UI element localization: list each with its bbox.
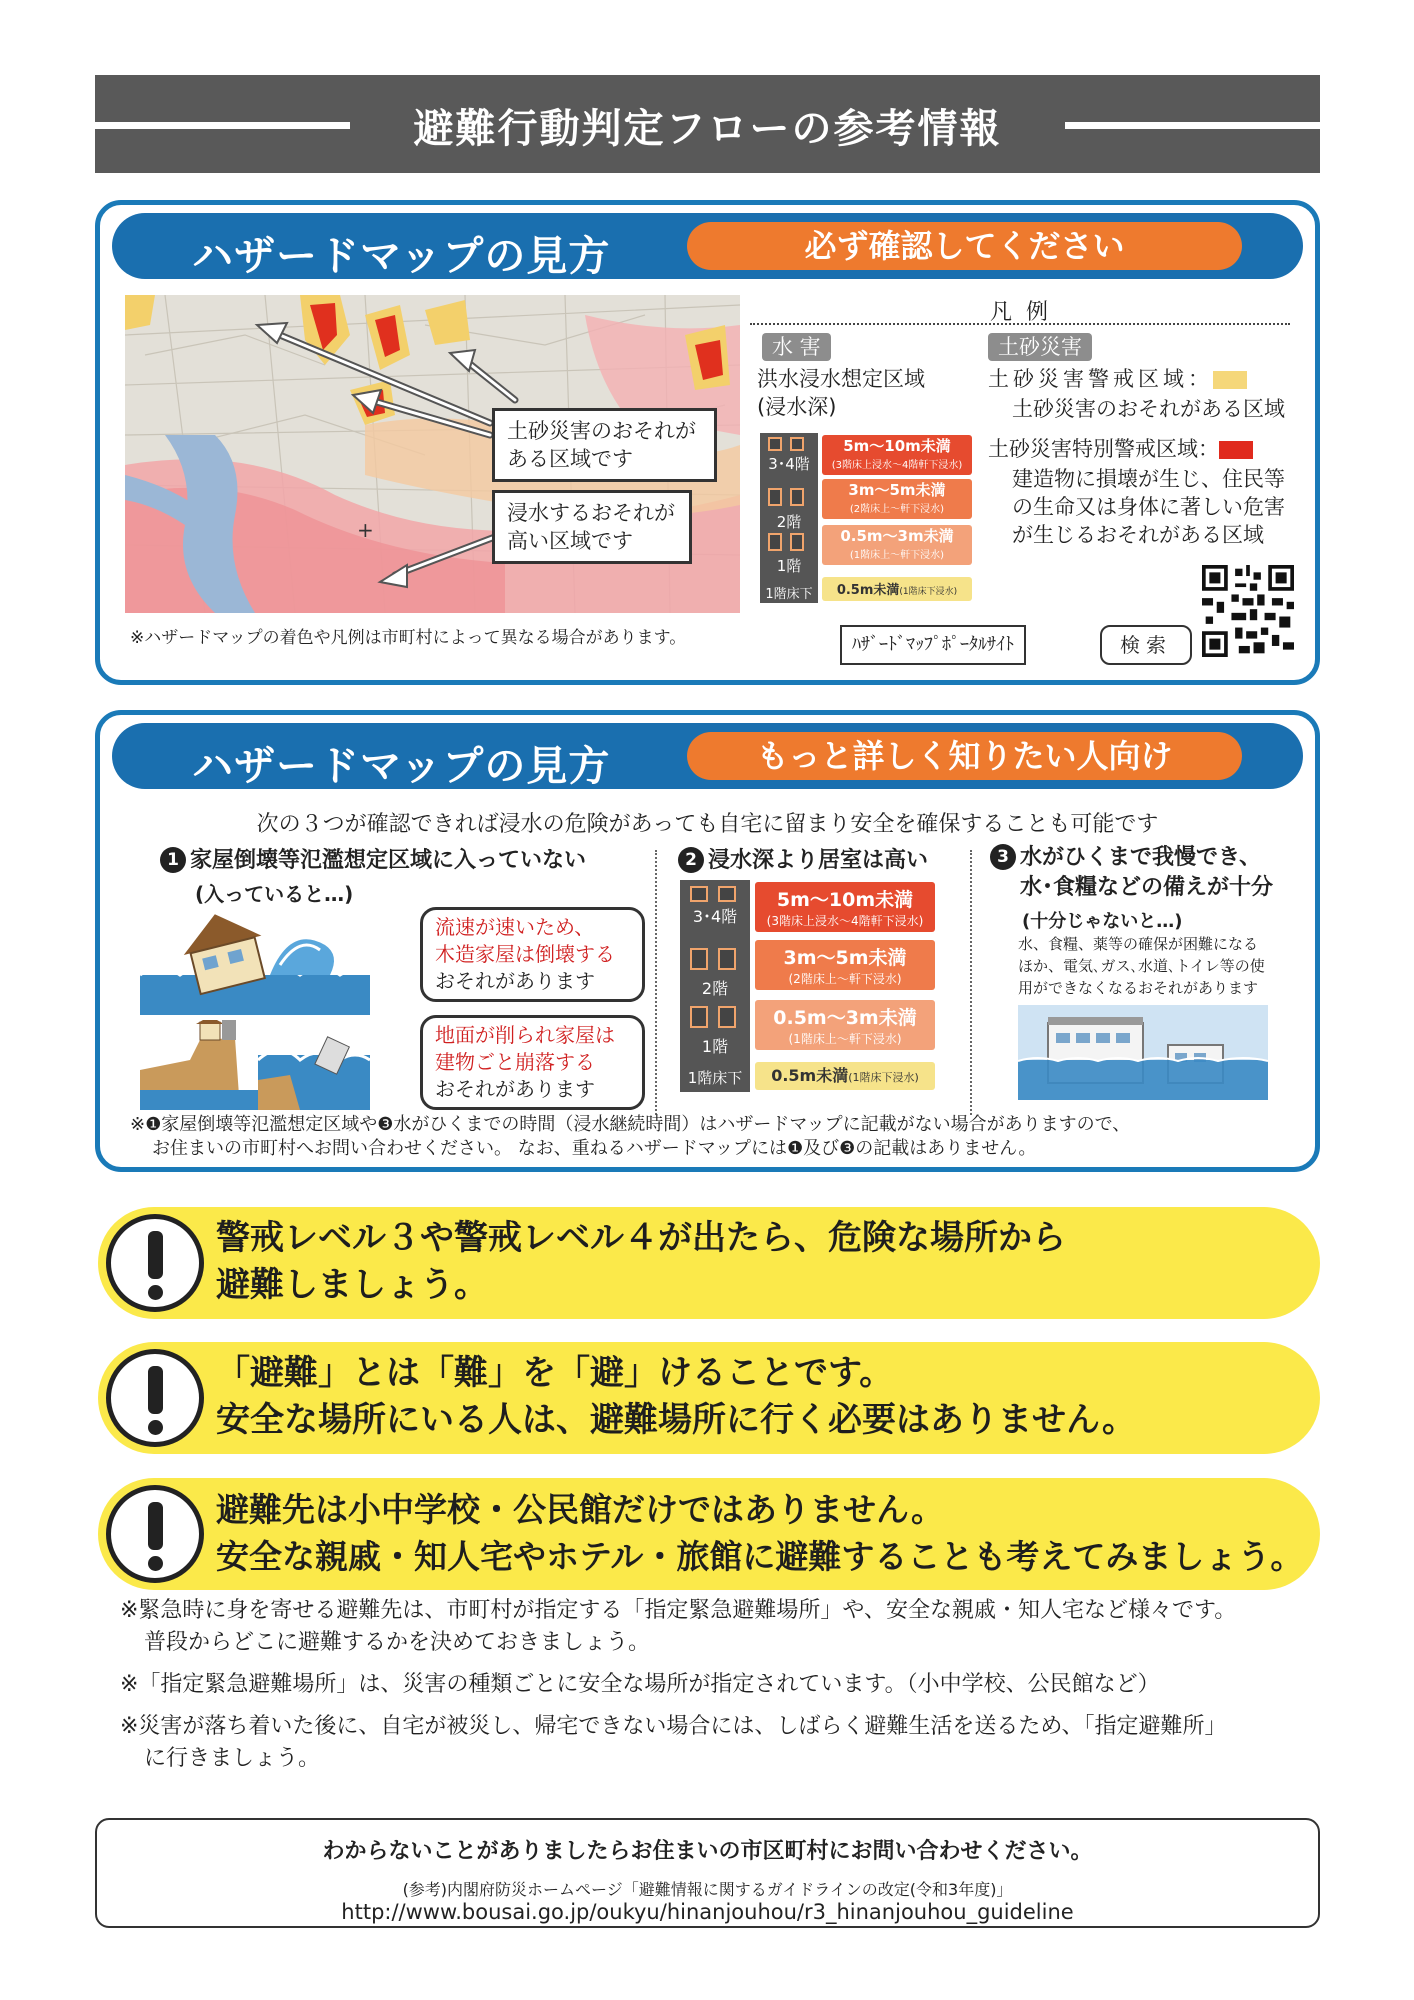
landslide-warning-desc: 土砂災害のおそれがある区域	[1012, 397, 1285, 421]
floor-label: 2階	[776, 513, 802, 531]
water-damage-tag: 水 害	[762, 333, 831, 361]
depth-level-3-5m	[755, 940, 935, 990]
note-line: ※❶家屋倒壊等氾濫想定区域や❸水がひくまでの時間（浸水継続時間）はハザードマップに記載がない場合がありますので、	[130, 1114, 1131, 1135]
panel-title: ハザードマップの見方	[192, 232, 611, 280]
footnote-line: ※「指定緊急避難場所」は、災害の種類ごとに安全な場所が指定されています。（小中学校、公民館など）	[120, 1672, 1160, 1697]
landslide-warning-label: 土砂災害警戒区域：	[988, 367, 1213, 391]
reference-note: (参考)内閣府防災ホームページ「避難情報に関するガイドラインの改定(令和3年度)」	[402, 1880, 1013, 1899]
panel-title-bar	[112, 213, 1303, 279]
qr-code-icon	[1202, 565, 1294, 657]
footnote	[120, 1595, 1320, 1659]
legend-divider	[750, 323, 1290, 325]
panel2-note	[130, 1113, 1130, 1161]
alert-line: 「避難」とは「難」を「避」けることです。	[216, 1353, 894, 1393]
column-divider	[655, 850, 657, 1115]
hazard-map-advanced-panel	[95, 710, 1320, 1172]
bubble-line: 建物ごと崩落する	[435, 1050, 595, 1074]
flood-zone-line: (浸水深)	[757, 395, 837, 419]
depth-main: 5m～10m未満	[776, 889, 914, 911]
depth-sub: (1階床下浸水)	[848, 1071, 919, 1084]
special-desc-line: 建造物に損壊が生じ、住民等	[1012, 467, 1285, 491]
callout-line: 高い区域です	[507, 529, 633, 553]
condition-1-text: 家屋倒壊等氾濫想定区域に入っていない	[190, 848, 587, 873]
condition-3-heading	[990, 843, 1273, 903]
map-color-note: ※ハザードマップの着色や凡例は市町村によって異なる場合があります。	[130, 628, 687, 648]
depth-sub: (1階床上～軒下浸水)	[788, 1032, 902, 1046]
alert-line: 警戒レベル３や警戒レベル４が出たら、危険な場所から	[216, 1218, 1066, 1258]
condition-3-sub: (十分じゃないと…)	[1022, 911, 1183, 932]
alert-text	[216, 1215, 1066, 1309]
window	[790, 488, 804, 506]
alert-line: 避難しましょう。	[216, 1265, 488, 1305]
condition-3-desc	[1018, 933, 1265, 999]
footnote	[120, 1669, 1320, 1701]
condition-1-sub: (入っていると…)	[195, 882, 354, 906]
depth-main: 0.5m未満	[771, 1066, 849, 1085]
landslide-special-label: 土砂災害特別警戒区域：	[988, 437, 1219, 461]
depth-sub: (3階床上浸水～4階軒下浸水)	[831, 460, 963, 471]
landslide-warning-area	[988, 365, 1247, 393]
desc-line: ほか、電気､ガス､水道､トイレ等の使	[1018, 957, 1265, 975]
landslide-special-desc	[1012, 465, 1285, 549]
hazard-map-basics-panel	[95, 200, 1320, 685]
landslide-tag: 土砂災害	[988, 333, 1092, 361]
landslide-area-callout	[492, 408, 717, 482]
number-badge: 3	[990, 844, 1016, 870]
bubble-line: 流速が速いため、	[435, 915, 595, 939]
desc-line: 用ができなくなるおそれがあります	[1018, 979, 1259, 997]
flood-zone-line: 洪水浸水想定区域	[757, 367, 925, 391]
floor-label: 1階床下	[687, 1069, 743, 1087]
svg-text:+: +	[357, 518, 374, 542]
number-badge: 1	[160, 847, 186, 873]
desc-line: 水、食糧、薬等の確保が困難になる	[1018, 935, 1259, 953]
callout-line: ある区域です	[507, 447, 633, 471]
window	[768, 488, 782, 506]
exclamation-icon	[106, 1349, 204, 1447]
footnote-line: に行きましょう。	[144, 1746, 321, 1771]
depth-main: 0.5m～3m未満	[773, 1007, 917, 1029]
alert-line: 安全な親戚・知人宅やホテル・旅館に避難することも考えてみましょう。	[216, 1537, 1304, 1576]
page-header	[95, 75, 1320, 173]
condition-1-heading	[160, 843, 586, 874]
depth-level-05-3m	[755, 1000, 935, 1050]
window	[768, 437, 782, 451]
footnote	[120, 1711, 1320, 1775]
panel-title-bar	[112, 723, 1303, 789]
window	[768, 533, 782, 551]
alert-evacuate-level	[98, 1207, 1320, 1319]
alert-evacuation-destinations	[98, 1478, 1320, 1590]
window	[718, 1006, 736, 1028]
landslide-special-area	[988, 435, 1253, 463]
legend-title: 凡例	[990, 300, 1063, 325]
floor-label: 2階	[701, 979, 729, 998]
condition-3-text: 水･食糧などの備えが十分	[1020, 875, 1274, 900]
red-swatch	[1219, 441, 1253, 459]
special-desc-line: が生じるおそれがある区域	[1012, 523, 1264, 547]
depth-sub: (2階床上～軒下浸水)	[849, 504, 945, 515]
advanced-badge: もっと詳しく知りたい人向け	[687, 732, 1242, 780]
depth-level-under-05m	[755, 1062, 935, 1090]
window	[690, 1006, 708, 1028]
alert-text	[216, 1350, 1136, 1444]
footnotes	[120, 1595, 1320, 1785]
erosion-risk-bubble	[420, 1015, 645, 1110]
search-button[interactable]: 検索	[1100, 625, 1192, 665]
special-desc-line: の生命又は身体に著しい危害	[1012, 495, 1285, 519]
footnote-line: ※緊急時に身を寄せる避難先は、市町村が指定する「指定緊急避難場所」や、安全な親戚・知人宅など様々です。	[120, 1598, 1237, 1623]
window	[718, 886, 736, 902]
floor-label: 1階	[701, 1037, 729, 1056]
contact-message: わからないことがありましたらお住まいの市区町村にお問い合わせください。	[322, 1839, 1093, 1864]
flood-depth-chart	[680, 880, 955, 1092]
callout-line: 浸水するおそれが	[507, 501, 675, 525]
panel2-intro: 次の３つが確認できれば浸水の危険があっても自宅に留まり安全を確保することも可能です	[256, 812, 1159, 837]
depth-main: 0.5m～3m未満	[840, 527, 954, 545]
depth-sub: (1階床上～軒下浸水)	[849, 550, 945, 561]
house-flood-illustration	[140, 905, 370, 1015]
depth-level-05-3m	[822, 525, 972, 565]
flood-zone-title	[757, 365, 925, 421]
floor-label: 3･4階	[692, 907, 738, 926]
flood-depth-legend	[760, 433, 990, 603]
erosion-illustration	[140, 1020, 370, 1110]
depth-level-3-5m	[822, 479, 972, 519]
depth-level-5-10m	[755, 882, 935, 932]
footnote-line: 普段からどこに避難するかを決めておきましょう。	[144, 1630, 651, 1655]
flood-area-callout	[492, 490, 692, 564]
page-title: 避難行動判定フローの参考情報	[413, 106, 1002, 152]
bubble-line: おそれがあります	[435, 969, 595, 993]
depth-main: 3m～5m未満	[848, 481, 946, 499]
flooded-buildings-illustration	[1018, 1005, 1268, 1100]
window	[718, 948, 736, 970]
bubble-line: おそれがあります	[435, 1077, 595, 1101]
depth-level-under-05m	[822, 577, 972, 601]
floor-label: 1階	[776, 557, 802, 575]
depth-sub: (2階床上～軒下浸水)	[788, 972, 902, 986]
floor-label: 1階床下	[765, 587, 813, 602]
hazard-map-image	[125, 295, 740, 613]
footnote-line: ※災害が落ち着いた後に、自宅が被災し、帰宅できない場合には、しばらく避難生活を送るため、「指定避難所」	[120, 1714, 1227, 1739]
depth-sub: (3階床上浸水～4階軒下浸水)	[766, 914, 924, 928]
condition-3-text: 水がひくまで我慢でき、	[1020, 845, 1262, 870]
condition-2-heading	[678, 843, 928, 874]
window	[790, 533, 804, 551]
bubble-line: 木造家屋は倒壊する	[435, 942, 615, 966]
condition-2-text: 浸水深より居室は高い	[708, 848, 929, 873]
note-line: お住まいの市町村へお問い合わせください。 なお、重ねるハザードマップには❶及び❸の記載はありません。	[152, 1138, 1037, 1159]
bubble-line: 地面が削られ家屋は	[435, 1023, 615, 1047]
column-divider	[970, 850, 972, 1115]
must-check-badge: 必ず確認してください	[687, 222, 1242, 270]
depth-main: 0.5m未満	[836, 583, 900, 598]
alert-text	[216, 1486, 1303, 1580]
depth-main: 5m～10m未満	[843, 437, 951, 455]
alert-line: 避難先は小中学校・公民館だけではありません。	[216, 1490, 944, 1529]
number-badge: 2	[678, 847, 704, 873]
exclamation-icon	[106, 1485, 204, 1583]
hazard-map-portal-label: ﾊｻﾞｰﾄﾞﾏｯﾌﾟﾎﾟｰﾀﾙｻｲﾄ	[840, 625, 1026, 665]
alert-line: 安全な場所にいる人は、避難場所に行く必要はありません。	[216, 1400, 1137, 1440]
alert-evacuation-meaning	[98, 1342, 1320, 1454]
depth-level-5-10m	[822, 435, 972, 475]
floor-label: 3･4階	[768, 455, 810, 473]
contact-footer	[95, 1818, 1320, 1928]
panel-title: ハザードマップの見方	[192, 742, 611, 790]
yellow-swatch	[1213, 371, 1247, 389]
callout-line: 土砂災害のおそれが	[507, 419, 696, 443]
window	[690, 886, 708, 902]
window	[690, 948, 708, 970]
depth-sub: (1階床下浸水)	[899, 587, 958, 597]
exclamation-icon	[106, 1214, 204, 1312]
depth-main: 3m～5m未満	[783, 947, 907, 969]
collapse-risk-bubble	[420, 907, 645, 1002]
reference-url[interactable]: http://www.bousai.go.jp/oukyu/hinanjouhou/r3_hinanjouhou_guideline	[341, 1900, 1074, 1924]
window	[790, 437, 804, 451]
